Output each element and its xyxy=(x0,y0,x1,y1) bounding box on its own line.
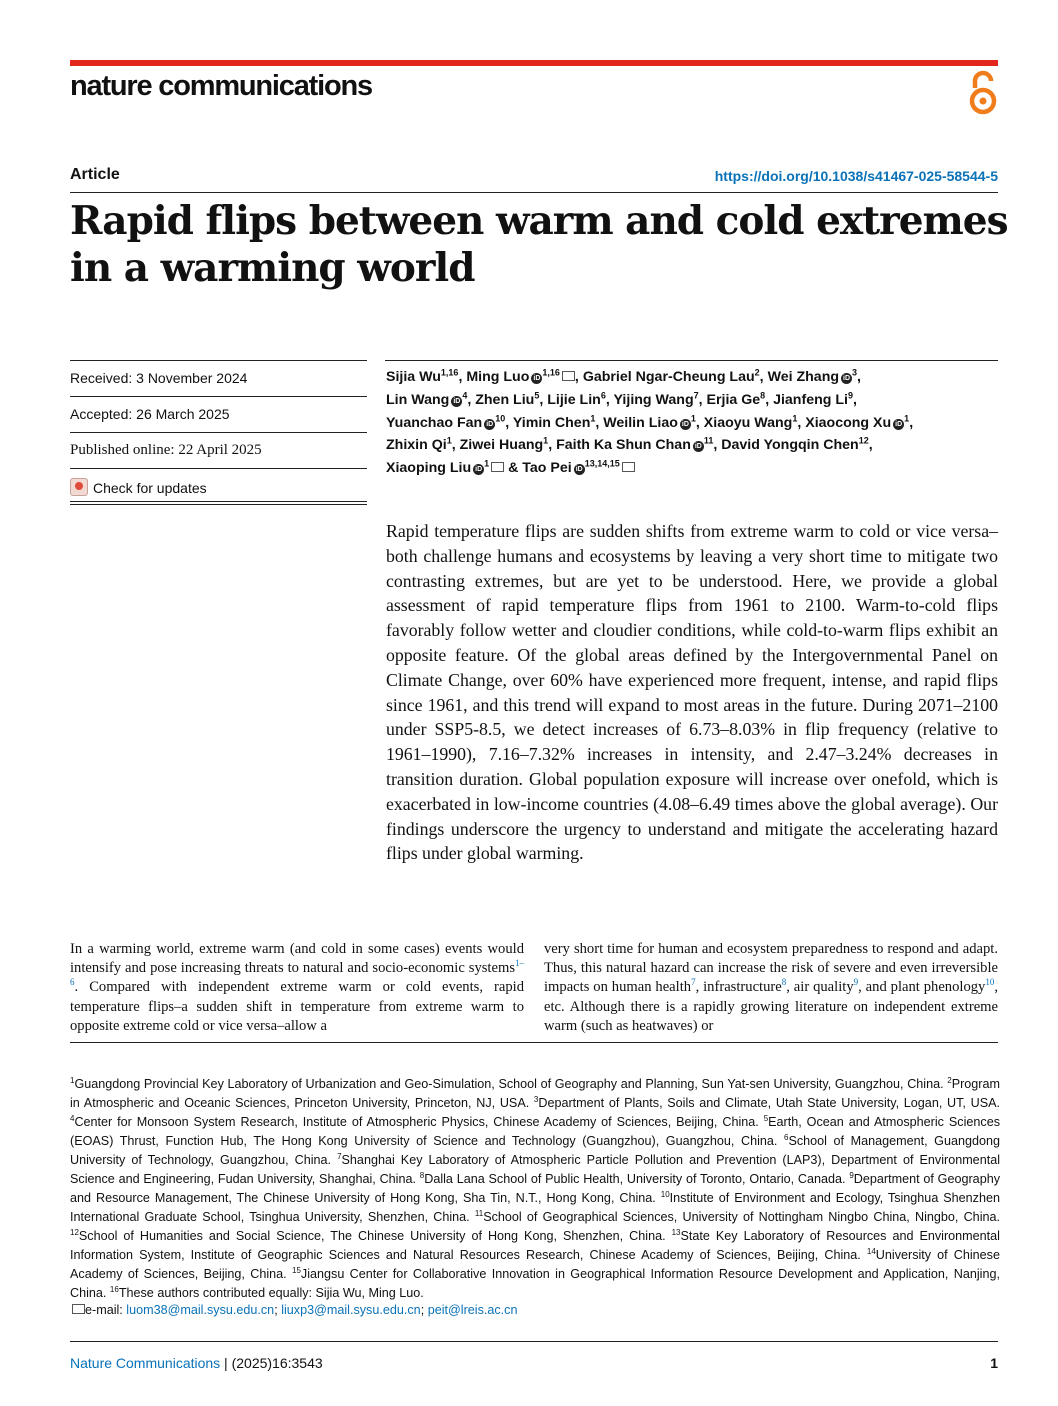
author-affil: 2 xyxy=(754,367,760,378)
author-name[interactable]: Weilin Liao xyxy=(603,414,678,431)
author-affil: 1 xyxy=(484,458,490,469)
body-text: , infrastructure xyxy=(695,979,782,996)
body-column-right xyxy=(544,940,998,1036)
author-name[interactable]: Zhixin Qi xyxy=(386,437,447,454)
affiliation-text: Jiangsu Center for Collaborative Innovation in Geographical Information Resource Development and Application, Nanjing, China. xyxy=(70,1267,1000,1300)
footer-volume: | (2025)16:3543 xyxy=(220,1355,323,1371)
author-name[interactable]: Ziwei Huang xyxy=(459,437,544,454)
author-name[interactable]: Yimin Chen xyxy=(512,414,591,431)
affiliations xyxy=(70,1075,1000,1303)
dates-bottom-rule xyxy=(70,501,367,502)
orcid-icon[interactable]: iD xyxy=(681,420,689,428)
affiliation-number: 5 xyxy=(763,1113,769,1123)
author-affil: 1 xyxy=(590,412,596,423)
email-icon[interactable] xyxy=(491,462,504,472)
orcid-icon[interactable]: iD xyxy=(533,375,541,382)
affiliation-text: School of Management, Guangdong University of Technology, Guangzhou, China. xyxy=(70,1134,1001,1167)
reference-link[interactable]: 7 xyxy=(691,977,696,988)
email-icon xyxy=(72,1304,85,1314)
author-affil: 11 xyxy=(703,435,714,446)
affiliation-number: 6 xyxy=(783,1132,789,1142)
body-text: , etc. Although there is a rapidly growing literature on independent extreme warm (such as heatwaves) or xyxy=(544,979,998,1034)
email-icon[interactable] xyxy=(562,371,575,381)
affiliation-number: 7 xyxy=(337,1151,342,1161)
author-affil: 6 xyxy=(600,390,606,401)
body-text: In a warming world, extreme warm (and cold in some cases) events would intensify and pose increasing threats to natural and socio-economic systems xyxy=(70,941,524,977)
affiliation-number: 1 xyxy=(70,1075,75,1085)
author-affil: 1 xyxy=(446,435,452,446)
body-text: very short time for human and ecosystem preparedness to respond and adapt. Thus, this natural hazard can increase the risk of severe and even irreversible impacts on human health xyxy=(544,941,998,996)
affiliation-number: 15 xyxy=(292,1265,301,1275)
affiliation-number: 3 xyxy=(533,1094,539,1104)
reference-link[interactable]: 8 xyxy=(781,977,787,988)
orcid-icon[interactable]: iD xyxy=(895,420,903,428)
affiliation-number: 8 xyxy=(419,1170,425,1180)
email-link[interactable]: luom38@mail.sysu.edu.cn xyxy=(126,1303,275,1317)
author-affil: 1 xyxy=(792,412,798,423)
author-name[interactable]: Sijia Wu xyxy=(386,369,441,385)
reference-link[interactable]: 10 xyxy=(985,977,995,988)
author-affil: 10 xyxy=(495,412,506,423)
author-affil: 1 xyxy=(543,435,549,446)
orcid-icon[interactable]: iD xyxy=(486,420,494,428)
author-affil: 7 xyxy=(693,390,699,401)
author-affil: 1,16 xyxy=(440,367,459,378)
received-date: Received: 3 November 2024 xyxy=(70,360,367,396)
affiliation-number: 13 xyxy=(671,1227,681,1237)
doi-link[interactable]: https://doi.org/10.1038/s41467-025-58544-5 xyxy=(714,168,998,184)
affiliation-text: These authors contributed equally: Sijia Wu, Ming Luo. xyxy=(118,1286,424,1300)
orcid-icon[interactable]: iD xyxy=(843,375,851,382)
check-updates-label: Check for updates xyxy=(93,480,207,496)
email-link[interactable]: peit@lreis.ac.cn xyxy=(427,1303,518,1317)
authors-rule xyxy=(385,360,998,361)
check-updates-button[interactable] xyxy=(70,468,367,505)
author-affil: 3 xyxy=(852,367,858,378)
article-title xyxy=(70,198,1010,292)
affiliation-text: Earth, Ocean and Atmospheric Sciences (EOAS) Thrust, Function Hub, The Hong Kong University of Science and Technology (Guangzhou), Guangzhou, China. xyxy=(70,1115,1000,1148)
author-affil: 5 xyxy=(534,390,540,401)
author-affil: 13,14,15 xyxy=(584,458,620,469)
author-name[interactable]: Xiaocong Xu xyxy=(805,414,892,431)
email-icon[interactable] xyxy=(622,462,635,472)
orcid-icon[interactable]: iD xyxy=(453,397,461,405)
author-name[interactable]: Gabriel Ngar-Cheung Lau xyxy=(582,369,755,385)
reference-link[interactable]: 1–6 xyxy=(70,958,524,988)
affiliation-number: 12 xyxy=(70,1227,79,1237)
author-name[interactable]: Xiaoping Liu xyxy=(386,460,472,477)
footer-citation xyxy=(70,1355,323,1371)
affiliation-text: Center for Monsoon System Research, Institute of Atmospheric Physics, Chinese Academy of Sciences, Beijing, China. xyxy=(74,1115,764,1129)
accepted-date: Accepted: 26 March 2025 xyxy=(70,396,367,432)
footer-journal-link[interactable]: Nature Communications xyxy=(70,1355,221,1371)
author-list: Sijia Wu$^{1,16}$, Ming Luo iD$^{1,16}$ , Gabriel Ngar-Cheung Lau$^2$, Wei Zhang $iD^3$, Lin Wang $iD^4$, Zhen Liu$^5$, Lijie Lin$^6$, Yijing Wang$^7$, Erjia Ge$^8$, Jianfeng Li$^9$, Yuanchao Fan $iD^{10}$, Yimin Chen$^1$, Weilin Liao $iD^1$, Xiaoyu Wang$^1$, Xiaocong Xu $iD^1$, Zhixin Qi$^1$, Ziwei Huang$^1$, Faith Ka Shun Chan $iD^{11}$, David Yongqin Chen$^{12}$, Xiaoping Liu $iD^1$ & Tao Pei iD$^{13,14,15}$ xyxy=(386,367,914,477)
reference-link[interactable]: 9 xyxy=(853,977,859,988)
author-affil: 1,16 xyxy=(542,367,560,378)
affiliation-number: 4 xyxy=(70,1113,75,1123)
author-name[interactable]: Xiaoyu Wang xyxy=(703,414,793,431)
body-text: , and plant phenology xyxy=(858,979,986,996)
author-name[interactable]: David Yongqin Chen xyxy=(721,437,859,454)
top-red-rule xyxy=(70,60,998,66)
affiliation-number: 16 xyxy=(109,1284,119,1294)
open-access-icon xyxy=(966,70,1000,116)
journal-name: nature communications xyxy=(70,70,372,102)
affiliation-number: 2 xyxy=(947,1075,952,1085)
author-affil: 12 xyxy=(858,435,869,446)
affiliation-text: Department of Geography and Resource Management, The Chinese University of Hong Kong, Sha Tin, N.T., Hong Kong, China. xyxy=(70,1172,1000,1205)
affiliation-number: 14 xyxy=(866,1246,876,1256)
affiliation-text: Guangdong Provincial Key Laboratory of Urbanization and Geo-Simulation, School of Geography and Planning, Sun Yat-sen University, Guangzhou, China. xyxy=(74,1077,948,1091)
footer-rule xyxy=(70,1341,998,1342)
article-type: Article xyxy=(70,166,120,183)
affiliation-text: Program in Atmospheric and Oceanic Sciences, Princeton University, Princeton, NJ, USA. xyxy=(70,1077,1000,1110)
dates-panel xyxy=(70,360,367,505)
body-column-left xyxy=(70,940,524,1036)
orcid-icon[interactable]: iD xyxy=(475,466,483,474)
author-affil: 1 xyxy=(690,412,696,423)
author-name[interactable]: Yijing Wang xyxy=(613,391,694,408)
author-affil: 8 xyxy=(760,390,766,401)
email-separator: ; xyxy=(420,1303,428,1317)
affiliation-text: School of Humanities and Social Science, The Chinese University of Hong Kong, Shenzhen, China. xyxy=(78,1229,672,1243)
author-name[interactable]: Jianfeng Li xyxy=(773,391,848,408)
abstract: Rapid temperature flips are sudden shifts from extreme warm to cold or vice versa–both challenge humans and ecosystems by leaving a very short time to mitigate two contrasting extremes, but are yet to be understood. Here, we provide a global assessment of rapid temperature flips from 1961 to 2100. Warm-to-cold flips favorably follow wetter and cloudier conditions, while cold-to-warm flips exhibit an opposite feature. Of the global areas defined by the Intergovernmental Panel on Climate Change, over 60% have experienced more frequent, intense, and rapid flips since 1961, and this trend will expand to most areas in the future. During 2071–2100 under SSP5-8.5, we detect increases of 6.73–8.03% in flip frequency (relative to 1961–1990), 7.16–7.32% increases in intensity, and 2.47–3.24% decreases in transition duration. Global population exposure will increase over onefold, which is exacerbated in low-income countries (4.08–6.49 times above the global average). Our findings underscore the urgency to understand and mitigate the accelerating hazard flips under global warming. xyxy=(386,521,998,864)
affiliation-number: 11 xyxy=(474,1208,484,1218)
author-name[interactable]: Lin Wang xyxy=(386,391,450,408)
page-number: 1 xyxy=(990,1355,998,1371)
title-rule xyxy=(70,192,998,193)
published-date: Published online: 22 April 2025 xyxy=(70,432,367,468)
author-name[interactable]: Wei Zhang xyxy=(767,369,840,385)
affiliation-number: 10 xyxy=(660,1189,670,1199)
affiliation-text: Dalla Lana School of Public Health, University of Toronto, Ontario, Canada. xyxy=(424,1172,850,1186)
author-name[interactable]: Lijie Lin xyxy=(547,391,601,408)
author-affil: 9 xyxy=(847,390,853,401)
author-name[interactable]: Zhen Liu xyxy=(475,391,535,408)
title-line-2: in a warming world xyxy=(70,245,475,291)
email-label: e-mail: xyxy=(85,1303,127,1317)
affiliation-text: Shanghai Key Laboratory of Atmospheric Particle Pollution and Prevention (LAP3), Department of Environmental Science and Engineering, Fudan University, Shanghai, China. xyxy=(70,1153,1000,1186)
body-text: , air quality xyxy=(786,979,854,996)
orcid-icon[interactable]: iD xyxy=(694,443,702,451)
affiliation-text: School of Geographical Sciences, University of Nottingham Ningbo China, Ningbo, China. xyxy=(483,1210,1000,1224)
orcid-icon[interactable]: iD xyxy=(575,466,583,474)
title-line-1: Rapid flips between warm and cold extremes xyxy=(70,198,1008,244)
check-updates-icon xyxy=(70,478,88,496)
affiliation-text: Department of Plants, Soils and Climate, Utah State University, Logan, UT, USA. xyxy=(538,1096,1000,1110)
email-line xyxy=(70,1303,517,1317)
author-affil: 4 xyxy=(462,390,468,401)
body-text: . Compared with independent extreme warm or cold events, rapid temperature flips–a sudden shift in temperature from extreme warm to opposite extreme cold or vice versa–allow a xyxy=(70,979,524,1034)
author-name[interactable]: Ming Luo xyxy=(466,369,530,385)
author-affil: 1 xyxy=(904,412,910,423)
affiliation-text: University of Chinese Academy of Sciences, Beijing, China. xyxy=(70,1248,1000,1281)
author-name[interactable]: Tao Pei xyxy=(522,460,572,477)
affiliation-text: State Key Laboratory of Resources and Environmental Information System, Institute of Geographic Sciences and Natural Resources Research, Chinese Academy of Sciences, Beijing, China. xyxy=(70,1229,1000,1262)
affiliation-text: Institute of Environment and Ecology, Tsinghua Shenzhen International Graduate School, Tsinghua University, Shenzhen, China. xyxy=(70,1191,1000,1224)
author-name[interactable]: Yuanchao Fan xyxy=(386,414,483,431)
email-separator: ; xyxy=(274,1303,282,1317)
affiliation-number: 9 xyxy=(849,1170,854,1180)
author-name[interactable]: Erjia Ge xyxy=(706,391,761,408)
author-name[interactable]: Faith Ka Shun Chan xyxy=(556,437,691,454)
email-link[interactable]: liuxp3@mail.sysu.edu.cn xyxy=(281,1303,421,1317)
affiliations-rule xyxy=(70,1042,998,1043)
